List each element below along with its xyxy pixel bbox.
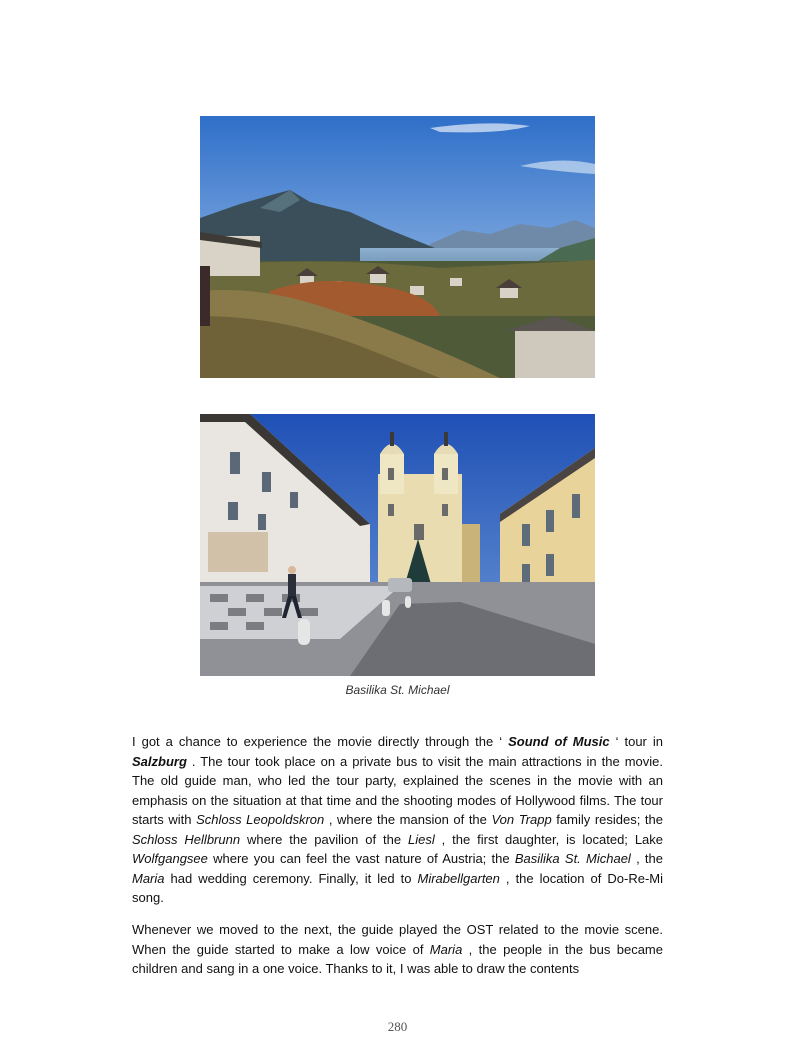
text-run: , the first daughter, is located; Lake bbox=[434, 831, 664, 847]
text-run: Salzburg bbox=[132, 753, 187, 769]
text-run: where the pavilion of the bbox=[240, 831, 408, 847]
text-run: I got a chance to experience the movie directly through the ‘ bbox=[132, 734, 509, 749]
text-run: Wolfgangsee bbox=[132, 851, 208, 866]
text-run: Schloss Hellbrunn bbox=[132, 831, 241, 847]
text-run: family resides; the bbox=[551, 812, 664, 827]
text-run: Mirabellgarten bbox=[417, 870, 500, 886]
text-run: Basilika St. Michael bbox=[514, 851, 631, 866]
photo-basilica-st-michael bbox=[200, 414, 595, 676]
text-run: ‘ tour in bbox=[609, 734, 663, 749]
text-run: , the people in the bus became children and sang in a one voice. Thanks to it, I was able to draw the contents bbox=[132, 941, 663, 976]
text-run: . The tour took place on a private bus to visit the main attractions in the movie. The old guide man, who led the tour party, explained the scenes in the movie with an emphasis on the situation at that time and the shooting modes of Hollywood films. The tour starts with bbox=[132, 753, 663, 827]
paragraph-1-text bbox=[132, 732, 663, 908]
text-run: where you can feel the vast nature of Austria; the bbox=[207, 851, 515, 866]
paragraph-2-text bbox=[132, 920, 663, 979]
text-run: Maria bbox=[429, 941, 463, 957]
text-run: Whenever we moved to the next, the guide played the OST related to the movie scene. When the guide started to make a low voice of bbox=[132, 922, 663, 957]
basilica-illustration bbox=[200, 414, 595, 676]
text-run: , where the mansion of the bbox=[324, 812, 492, 827]
text-run: Sound of Music bbox=[508, 734, 610, 749]
text-run: , the bbox=[630, 851, 663, 866]
photo-mountain-lake bbox=[200, 116, 595, 378]
page-number: 280 bbox=[387, 1019, 408, 1034]
text-run: Maria bbox=[132, 870, 165, 886]
image-caption: Basilika St. Michael bbox=[345, 683, 450, 697]
body-paragraph-1 bbox=[132, 732, 663, 908]
mountain-lake-illustration bbox=[200, 116, 595, 378]
text-run: Liesl bbox=[407, 831, 435, 847]
text-run: had wedding ceremony. Finally, it led to bbox=[164, 870, 418, 886]
text-run: , the location of Do-Re-Mi song. bbox=[132, 870, 663, 905]
text-run: Schloss Leopoldskron bbox=[196, 812, 325, 827]
body-paragraph-2 bbox=[132, 920, 663, 979]
text-run: Von Trapp bbox=[491, 812, 552, 827]
